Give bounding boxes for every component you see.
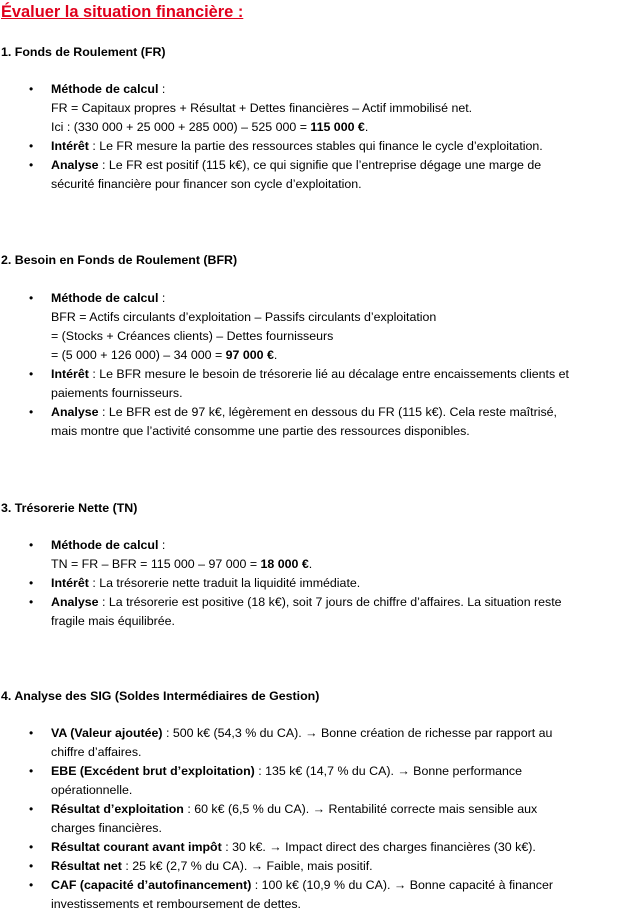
analyse-text: : Le BFR est de 97 k€, légèrement en dessous du FR (115 k€). Cela reste maîtrisé, <box>98 405 557 419</box>
calc-end: . <box>364 120 369 134</box>
section-4-list <box>0 724 630 914</box>
sig-text: : 25 k€ (2,7 % du CA). → Faible, mais positif. <box>121 859 373 873</box>
interet-text: : La trésorerie nette traduit la liquidité immédiate. <box>88 576 361 590</box>
calc-end: . <box>273 348 278 362</box>
sig-text-cont: charges financières. <box>51 821 162 835</box>
bullet-icon: • <box>29 840 34 854</box>
calc-line <box>51 118 630 137</box>
section-1-list <box>0 80 630 194</box>
section-2-list <box>0 289 630 441</box>
bullet-icon: • <box>29 764 34 778</box>
analyse-text-cont: fragile mais équilibrée. <box>51 614 175 628</box>
bullet-icon: • <box>29 878 34 892</box>
analyse-text-cont: mais montre que l’activité consomme une partie des ressources disponibles. <box>51 424 470 438</box>
calc-end: . <box>308 557 313 571</box>
formula-line: FR = Capitaux propres + Résultat + Dettes financières – Actif immobilisé net. <box>51 101 473 115</box>
separator: : <box>158 538 166 552</box>
bullet-icon: • <box>29 158 34 172</box>
list-item <box>0 762 630 800</box>
analyse-text-cont: sécurité financière pour financer son cycle d’exploitation. <box>51 177 362 191</box>
list-item <box>0 289 630 365</box>
section-2-heading: 2. Besoin en Fonds de Roulement (BFR) <box>1 253 238 267</box>
calc-prefix: = (5 000 + 126 000) – 34 000 = <box>51 348 226 362</box>
calc-line <box>51 555 630 574</box>
methode-label: Méthode de calcul <box>51 291 159 305</box>
bullet-icon: • <box>29 859 34 873</box>
bullet-icon: • <box>29 82 34 96</box>
analyse-label: Analyse <box>51 158 99 172</box>
calc-line <box>51 346 630 365</box>
sig-text-cont: investissements et remboursement de dettes. <box>51 897 301 911</box>
interet-label: Intérêt <box>51 576 89 590</box>
sig-text: : 100 k€ (10,9 % du CA). → Bonne capacité à financer <box>251 878 554 892</box>
sig-label: VA (Valeur ajoutée) <box>51 726 163 740</box>
analyse-label: Analyse <box>51 595 99 609</box>
list-item <box>0 724 630 762</box>
bullet-icon: • <box>29 538 34 552</box>
list-item <box>0 857 630 876</box>
list-item <box>0 156 630 194</box>
separator: : <box>158 82 166 96</box>
section-3-list <box>0 536 630 631</box>
bullet-icon: • <box>29 802 34 816</box>
bullet-icon: • <box>29 291 34 305</box>
bullet-icon: • <box>29 726 34 740</box>
sig-label: EBE (Excédent brut d’exploitation) <box>51 764 255 778</box>
interet-text-cont: paiements fournisseurs. <box>51 386 183 400</box>
list-item <box>0 80 630 137</box>
list-item <box>0 137 630 156</box>
list-item <box>0 876 630 914</box>
interet-label: Intérêt <box>51 139 89 153</box>
list-item <box>0 574 630 593</box>
analyse-label: Analyse <box>51 405 99 419</box>
list-item <box>0 365 630 403</box>
sig-label: CAF (capacité d’autofinancement) <box>51 878 252 892</box>
formula-line: = (Stocks + Créances clients) – Dettes fournisseurs <box>51 329 334 343</box>
interet-label: Intérêt <box>51 367 89 381</box>
sig-text: : 60 k€ (6,5 % du CA). → Rentabilité correcte mais sensible aux <box>183 802 538 816</box>
separator: : <box>158 291 166 305</box>
sig-label: Résultat d’exploitation <box>51 802 184 816</box>
list-item <box>0 838 630 857</box>
section-4-heading: 4. Analyse des SIG (Soldes Intermédiaires de Gestion) <box>1 689 320 703</box>
calc-result: 18 000 € <box>260 557 309 571</box>
bullet-icon: • <box>29 405 34 419</box>
formula-line: BFR = Actifs circulants d’exploitation – Passifs circulants d’exploitation <box>51 310 437 324</box>
page-title: Évaluer la situation financière : <box>1 3 244 21</box>
calc-result: 115 000 € <box>310 120 365 134</box>
list-item <box>0 800 630 838</box>
calc-prefix: TN = FR – BFR = 115 000 – 97 000 = <box>51 557 261 571</box>
bullet-icon: • <box>29 367 34 381</box>
bullet-icon: • <box>29 595 34 609</box>
bullet-icon: • <box>29 576 34 590</box>
analyse-text: : La trésorerie est positive (18 k€), soit 7 jours de chiffre d’affaires. La situation reste <box>98 595 562 609</box>
sig-label: Résultat courant avant impôt <box>51 840 222 854</box>
list-item <box>0 593 630 631</box>
sig-text-cont: chiffre d’affaires. <box>51 745 142 759</box>
sig-text: : 500 k€ (54,3 % du CA). → Bonne création de richesse par rapport au <box>162 726 553 740</box>
bullet-icon: • <box>29 139 34 153</box>
list-item <box>0 536 630 574</box>
calc-result: 97 000 € <box>225 348 274 362</box>
interet-text: : Le FR mesure la partie des ressources stables qui finance le cycle d’exploitation. <box>88 139 543 153</box>
section-1-heading: 1. Fonds de Roulement (FR) <box>1 45 166 59</box>
methode-label: Méthode de calcul <box>51 82 159 96</box>
sig-text-cont: opérationnelle. <box>51 783 133 797</box>
analyse-text: : Le FR est positif (115 k€), ce qui signifie que l’entreprise dégage une marge de <box>98 158 542 172</box>
sig-text: : 135 k€ (14,7 % du CA). → Bonne performance <box>254 764 523 778</box>
section-3-heading: 3. Trésorerie Nette (TN) <box>1 501 138 515</box>
methode-label: Méthode de calcul <box>51 538 159 552</box>
list-item <box>0 403 630 441</box>
sig-label: Résultat net <box>51 859 122 873</box>
interet-text: : Le BFR mesure le besoin de trésorerie lié au décalage entre encaissements clients et <box>88 367 569 381</box>
calc-prefix: Ici : (330 000 + 25 000 + 285 000) – 525 000 = <box>51 120 311 134</box>
sig-text: : 30 k€. → Impact direct des charges financières (30 k€). <box>221 840 536 854</box>
